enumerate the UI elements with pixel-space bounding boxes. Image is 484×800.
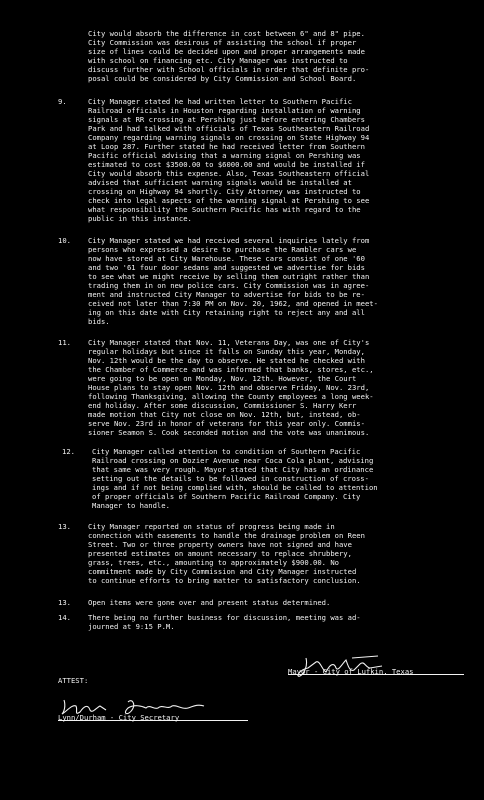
item-line: trading them in on new police cars. City Commission was in agree- [88, 281, 370, 290]
item-text [88, 97, 470, 223]
item-line: estimated to cost $3500.00 to $6000.00 and would be installed if [88, 160, 365, 169]
item-line: There being no further business for discussion, meeting was ad- [88, 613, 361, 622]
item-line: end holiday. After some discussion, Commissioner S. Harry Kerr [88, 401, 357, 410]
item-number: 10. [58, 236, 71, 245]
item-number: 12. [62, 447, 75, 456]
item-line: to continue efforts to bring matter to satisfactory conclusion. [88, 576, 361, 585]
minutes-item-10 [58, 236, 470, 326]
minutes-item-9 [58, 97, 470, 223]
item-line: setting out the details to be followed in construction of cross- [92, 474, 369, 483]
item-line: Nov. 12th would be the day to observe. He stated he checked with [88, 356, 365, 365]
item-line: City Manager stated that Nov. 11, Veterans Day, was one of City's [88, 338, 370, 347]
minutes-item-11 [58, 338, 470, 437]
item-line: ing on this date with City retaining right to reject any and all [88, 308, 365, 317]
item-line: Open items were gone over and present status determined. [88, 598, 331, 607]
item-line: to see what we might receive by selling them outright rather than [88, 272, 370, 281]
item-line: Pacific official advising that a warning signal on Pershing was [88, 151, 361, 160]
item-line: ceived not later than 7:30 PM on Nov. 20, 1962, and opened in meet- [88, 299, 378, 308]
item-line: and two '61 four door sedans and suggested we advertise for bids [88, 263, 365, 272]
item-line: Company regarding warning signals on crossing on State Highway 94 [88, 133, 370, 142]
item-line: City Manager stated we had received several inquiries lately from [88, 236, 370, 245]
mayor-caption: Mayor - City of Lufkin, Texas [288, 667, 414, 676]
item-number: 13. [58, 522, 71, 531]
intro-line: City would absorb the difference in cost between 6" and 8" pipe. [88, 29, 365, 38]
minutes-item-13-open-items [58, 598, 470, 607]
item-line: advised that sufficient warning signals would be installed at [88, 178, 352, 187]
item-line: Manager to handle. [92, 501, 170, 510]
item-text [88, 598, 470, 607]
item-line: sioner Seamon S. Cook seconded motion and the vote was unanimous. [88, 428, 370, 437]
minutes-item-13-drainage [58, 522, 470, 585]
item-line: connection with easements to handle the drainage problem on Reen [88, 531, 365, 540]
item-line: Park and had talked with officials of Texas Southeastern Railroad [88, 124, 370, 133]
minutes-item-12 [62, 447, 474, 510]
item-line: the Chamber of Commerce and was informed that banks, stores, etc., [88, 365, 374, 374]
clerk-caption: Lynn/Durham - City Secretary [58, 713, 180, 722]
item-line: Railroad crossing on Dozier Avenue near Coca Cola plant, advising [92, 456, 374, 465]
item-line: what responsibility the Southern Pacific has with regard to the [88, 205, 361, 214]
intro-paragraph [88, 29, 468, 83]
item-text [88, 236, 470, 326]
item-line: crossing on Highway 94 shortly. City Attorney was instructed to [88, 187, 361, 196]
item-line: City Manager called attention to condition of Southern Pacific [92, 447, 361, 456]
item-number: 11. [58, 338, 71, 347]
item-text [88, 338, 470, 437]
item-number: 9. [58, 97, 67, 106]
item-line: now have stored at City Warehouse. These cars consist of one '60 [88, 254, 365, 263]
intro-line: size of lines could be decided upon and proper arrangements made [88, 47, 365, 56]
item-line: of proper officials of Southern Pacific Railroad Company. City [92, 492, 361, 501]
item-line: bids. [88, 317, 110, 326]
item-line: City Manager stated he had written letter to Southern Pacific [88, 97, 352, 106]
item-line: ment and instructed City Manager to advertise for bids to be re- [88, 290, 365, 299]
item-line: at Loop 287. Further stated he had received letter from Southern [88, 142, 365, 151]
item-line: journed at 9:15 P.M. [88, 622, 175, 631]
item-line: signals at RR crossing at Pershing just before entering Chambers [88, 115, 365, 124]
intro-line: discuss further with School officials in order that definite pro- [88, 65, 370, 74]
item-number: 14. [58, 613, 71, 622]
item-line: regular holidays but since it falls on Sunday this year, Monday, [88, 347, 365, 356]
item-line: ings and if not being complied with, should be called to attention [92, 483, 378, 492]
item-line: check into legal aspects of the warning signal at Pershing to see [88, 196, 370, 205]
item-line: made motion that City not close on Nov. 12th, but, instead, ob- [88, 410, 361, 419]
item-line: were going to be open on Monday, Nov. 12th. However, the Court [88, 374, 357, 383]
intro-line: City Commission was desirous of assisting the school if proper [88, 38, 357, 47]
item-line: presented estimates on amount necessary to replace shrubbery, [88, 549, 352, 558]
item-line: public in this instance. [88, 214, 192, 223]
item-line: that same was very rough. Mayor stated that City has an ordinance [92, 465, 374, 474]
item-text [88, 522, 470, 585]
item-line: serve Nov. 23rd in honor of veterans for this year only. Commis- [88, 419, 365, 428]
item-line: Railroad officials in Houston regarding installation of warning [88, 106, 361, 115]
item-line: City would absorb this expense. Also, Texas Southeastern official [88, 169, 370, 178]
item-line: commitment made by City Commission and City Manager instructed [88, 567, 357, 576]
item-number: 13. [58, 598, 71, 607]
item-text [88, 613, 470, 631]
attest-label: ATTEST: [58, 676, 89, 685]
minutes-item-14 [58, 613, 470, 631]
intro-line: posal could be considered by City Commission and School Board. [88, 74, 357, 83]
item-line: Street. Two or three property owners have not signed and have [88, 540, 352, 549]
item-line: following Thanksgiving, allowing the County employees a long week- [88, 392, 374, 401]
item-text [92, 447, 474, 510]
intro-line: with school on financing etc. City Manager was instructed to [88, 56, 348, 65]
item-line: House plans to stay open Nov. 12th and observe Friday, Nov. 23rd, [88, 383, 370, 392]
item-line: City Manager reported on status of progress being made in [88, 522, 335, 531]
item-line: grass, trees, etc., amounting to approximately $900.00. No [88, 558, 339, 567]
item-line: persons who expressed a desire to purchase the Rambler cars we [88, 245, 357, 254]
